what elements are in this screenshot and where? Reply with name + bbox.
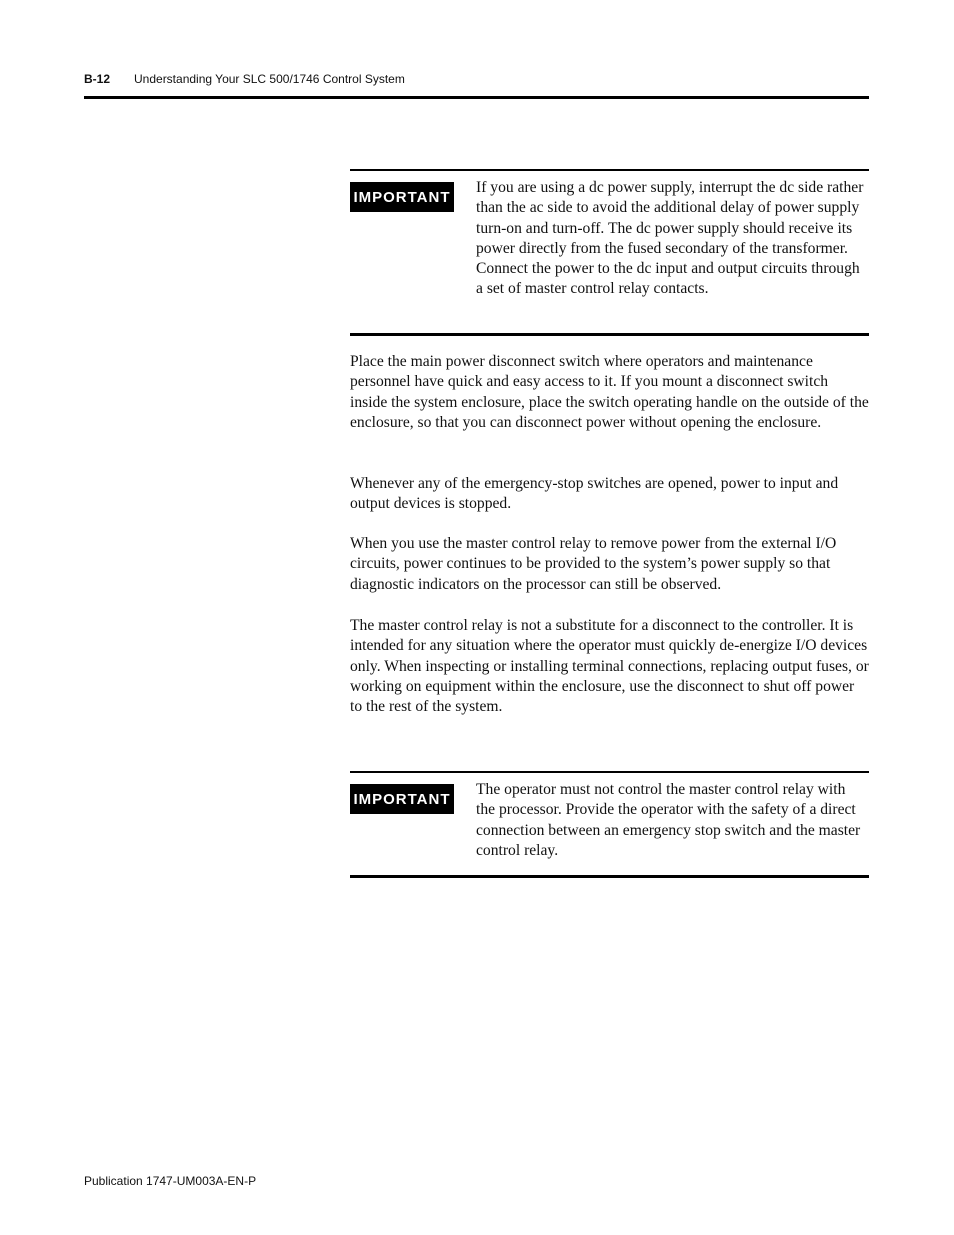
important-text: The operator must not control the master control relay with the processor. Provide the operator with the safety of a direct connection between an emergency stop switch and the master control relay.	[476, 781, 861, 859]
chapter-title: Understanding Your SLC 500/1746 Control System	[134, 72, 405, 86]
paragraph-mcr-not-substitute: The master control relay is not a substitute for a disconnect to the controller. It is intended for any situation where the operator must quickly de-energize I/O devices only. When inspecting or installing terminal connections, replacing output fuses, or working on equipment within the enclosure, use the disconnect to shut off power to the rest of the system.	[350, 617, 869, 716]
publication-footer: Publication 1747-UM003A-EN-P	[84, 1174, 257, 1188]
important-note-dc-power	[350, 169, 869, 336]
important-note-operator	[350, 771, 869, 878]
header-rule	[84, 96, 869, 99]
page-number: B-12	[84, 72, 111, 86]
important-label: IMPORTANT	[350, 784, 454, 814]
important-label: IMPORTANT	[350, 182, 454, 212]
important-text: If you are using a dc power supply, interrupt the dc side rather than the ac side to avoid the additional delay of power supply turn-on and turn-off. The dc power supply should receive its power directly from the fused secondary of the transformer. Connect the power to the dc input and output circuits through a set of master control relay contacts.	[476, 179, 864, 298]
page-header	[84, 72, 869, 86]
paragraph-emergency-stop: Whenever any of the emergency-stop switches are opened, power to input and output devices is stopped.	[350, 475, 839, 513]
paragraph-mcr-power: When you use the master control relay to remove power from the external I/O circuits, power continues to be provided to the system’s power supply so that diagnostic indicators on the processor can still be observed.	[350, 535, 837, 593]
paragraph-disconnect-switch: Place the main power disconnect switch where operators and maintenance personnel have quick and easy access to it. If you mount a disconnect switch inside the system enclosure, place the switch operating handle on the outside of the enclosure, so that you can disconnect power without opening the enclosure.	[350, 353, 869, 431]
